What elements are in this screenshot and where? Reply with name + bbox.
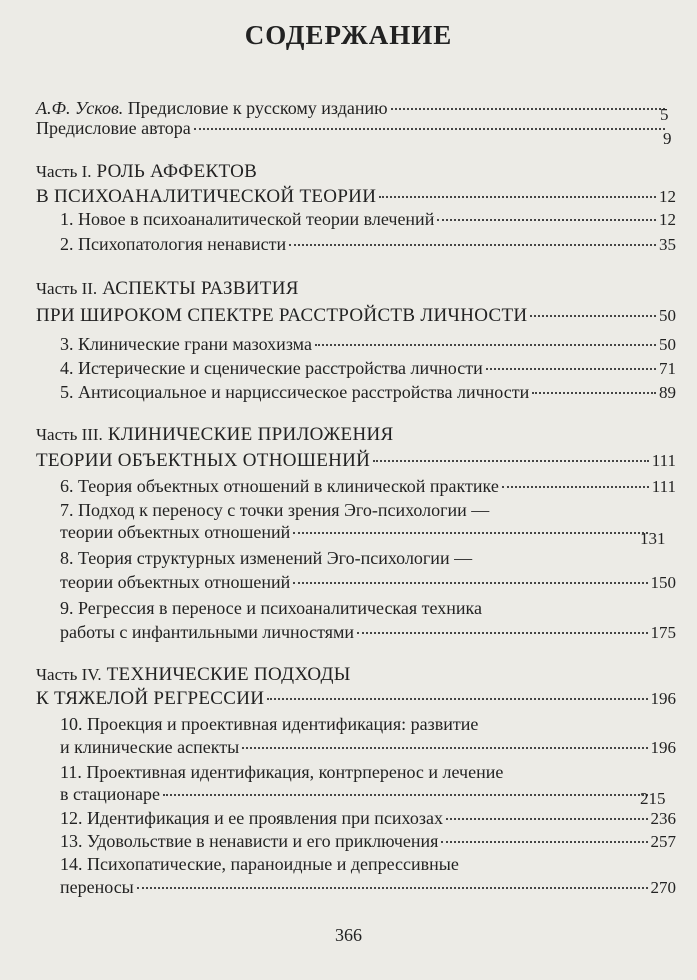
entry-title: 7. Подход к переносу с точки зрения Эго-психологии —	[60, 500, 490, 520]
part-title-line1: ТЕХНИЧЕСКИЕ ПОДХОДЫ	[106, 664, 351, 685]
leader-dots	[267, 698, 647, 700]
entry-title: теории объектных отношений	[60, 572, 291, 592]
leader-dots	[163, 794, 648, 796]
part-heading-line2	[36, 688, 676, 710]
entry-page: 50	[659, 335, 676, 354]
part-title-line1: РОЛЬ АФФЕКТОВ	[96, 161, 258, 182]
part-title-line1: КЛИНИЧЕСКИЕ ПРИЛОЖЕНИЯ	[107, 424, 394, 445]
entry-page: 111	[651, 451, 676, 470]
entry-title: и клинические аспекты	[60, 737, 240, 757]
entry-page: 270	[650, 878, 676, 897]
toc-entry	[60, 597, 676, 619]
entry-title: 6. Теория объектных отношений в клинической практике	[60, 476, 499, 496]
entry-title: 13. Удовольствие в ненависти и его приключения	[60, 831, 439, 851]
entry-page: 12	[659, 187, 676, 206]
toc-entry	[60, 807, 676, 830]
toc-entry	[60, 761, 676, 783]
part-title-line1: АСПЕКТЫ РАЗВИТИЯ	[102, 278, 299, 299]
entry-page: 196	[650, 738, 676, 757]
entry-title: переносы	[60, 877, 134, 897]
entry-page: 35	[659, 235, 676, 254]
entry-page: 196	[650, 689, 676, 708]
leader-dots	[373, 460, 649, 462]
part-heading	[36, 664, 676, 686]
part-heading-line2	[36, 305, 676, 327]
entry-page: 215	[640, 789, 666, 808]
part-heading-line2	[36, 186, 676, 208]
part-heading	[36, 278, 676, 300]
toc-entry	[60, 547, 676, 569]
leader-dots	[446, 818, 648, 820]
toc-entry-cont	[60, 621, 676, 644]
entry-title: работы с инфантильными личностями	[60, 622, 355, 642]
part-label: Часть IV.	[36, 665, 102, 684]
leader-dots	[502, 486, 649, 488]
entry-page: 5	[660, 105, 669, 124]
entry-title: 10. Проекция и проективная идентификация: развитие	[60, 714, 479, 734]
leader-dots	[391, 108, 665, 110]
toc-entry-cont	[60, 783, 676, 806]
toc-entry	[60, 233, 676, 256]
entry-title: 1. Новое в психоаналитической теории влечений	[60, 209, 435, 229]
toc-entry-cont	[60, 571, 676, 594]
entry-page: 9	[663, 129, 672, 148]
toc-entry	[60, 208, 676, 231]
part-title-line2: ПРИ ШИРОКОМ СПЕКТРЕ РАССТРОЙСТВ ЛИЧНОСТИ	[36, 305, 528, 326]
leader-dots	[194, 128, 665, 130]
leader-dots	[137, 887, 648, 889]
part-heading-line2	[36, 450, 676, 472]
entry-title: Предисловие к русскому изданию	[127, 98, 388, 118]
toc-entry	[60, 475, 676, 498]
toc-entry	[60, 381, 676, 404]
toc-entry-preface-author	[36, 117, 676, 140]
entry-title: Предисловие автора	[36, 118, 191, 138]
entry-title: 12. Идентификация и ее проявления при психозах	[60, 808, 443, 828]
leader-dots	[357, 632, 647, 634]
page-title: СОДЕРЖАНИЕ	[244, 20, 453, 50]
entry-title: 8. Теория структурных изменений Эго-психологии —	[60, 548, 473, 568]
part-label: Часть II.	[36, 279, 98, 298]
part-label: Часть III.	[36, 425, 103, 444]
leader-dots	[293, 582, 647, 584]
toc-entry	[60, 333, 676, 356]
leader-dots	[530, 315, 656, 317]
entry-author: А.Ф. Усков.	[36, 98, 124, 118]
entry-title: 4. Истерические и сценические расстройства личности	[60, 358, 483, 378]
leader-dots	[289, 244, 656, 246]
entry-page: 150	[650, 573, 676, 592]
entry-title: теории объектных отношений	[60, 522, 291, 542]
leader-dots	[242, 747, 647, 749]
entry-page: 131	[640, 529, 666, 548]
entry-page: 175	[650, 623, 676, 642]
entry-page: 236	[650, 809, 676, 828]
entry-title: 5. Антисоциальное и нарциссическое расстройства личности	[60, 382, 530, 402]
entry-page: 71	[659, 359, 676, 378]
part-label: Часть I.	[36, 162, 92, 181]
toc-entry	[60, 853, 676, 875]
leader-dots	[315, 344, 656, 346]
leader-dots	[437, 219, 656, 221]
leader-dots	[293, 532, 647, 534]
entry-page: 257	[650, 832, 676, 851]
entry-title: 3. Клинические грани мазохизма	[60, 334, 312, 354]
toc-entry-cont	[60, 876, 676, 899]
leader-dots	[379, 196, 656, 198]
toc-entry	[60, 357, 676, 380]
part-title-line2: В ПСИХОАНАЛИТИЧЕСКОЙ ТЕОРИИ	[36, 186, 377, 207]
part-heading	[36, 424, 676, 446]
part-title-line2: ТЕОРИИ ОБЪЕКТНЫХ ОТНОШЕНИЙ	[36, 450, 371, 471]
page-number: 366	[335, 925, 362, 945]
entry-title: 11. Проективная идентификация, контрперенос и лечение	[60, 762, 504, 782]
part-title-line2: К ТЯЖЕЛОЙ РЕГРЕССИИ	[36, 688, 265, 709]
toc-entry	[60, 713, 676, 735]
entry-title: 14. Психопатические, параноидные и депрессивные	[60, 854, 459, 874]
entry-title: в стационаре	[60, 784, 160, 804]
toc-entry-cont	[60, 521, 676, 544]
entry-page: 12	[659, 210, 676, 229]
leader-dots	[486, 368, 656, 370]
entry-page: 50	[659, 306, 676, 325]
entry-page: 89	[659, 383, 676, 402]
toc-entry	[60, 499, 676, 521]
entry-page: 111	[651, 477, 676, 496]
toc-entry	[60, 830, 676, 853]
entry-title: 2. Психопатология ненависти	[60, 234, 287, 254]
leader-dots	[441, 841, 647, 843]
part-heading	[36, 161, 676, 183]
entry-title: 9. Регрессия в переносе и психоаналитическая техника	[60, 598, 483, 618]
toc-entry-cont	[60, 736, 676, 759]
leader-dots	[532, 392, 656, 394]
